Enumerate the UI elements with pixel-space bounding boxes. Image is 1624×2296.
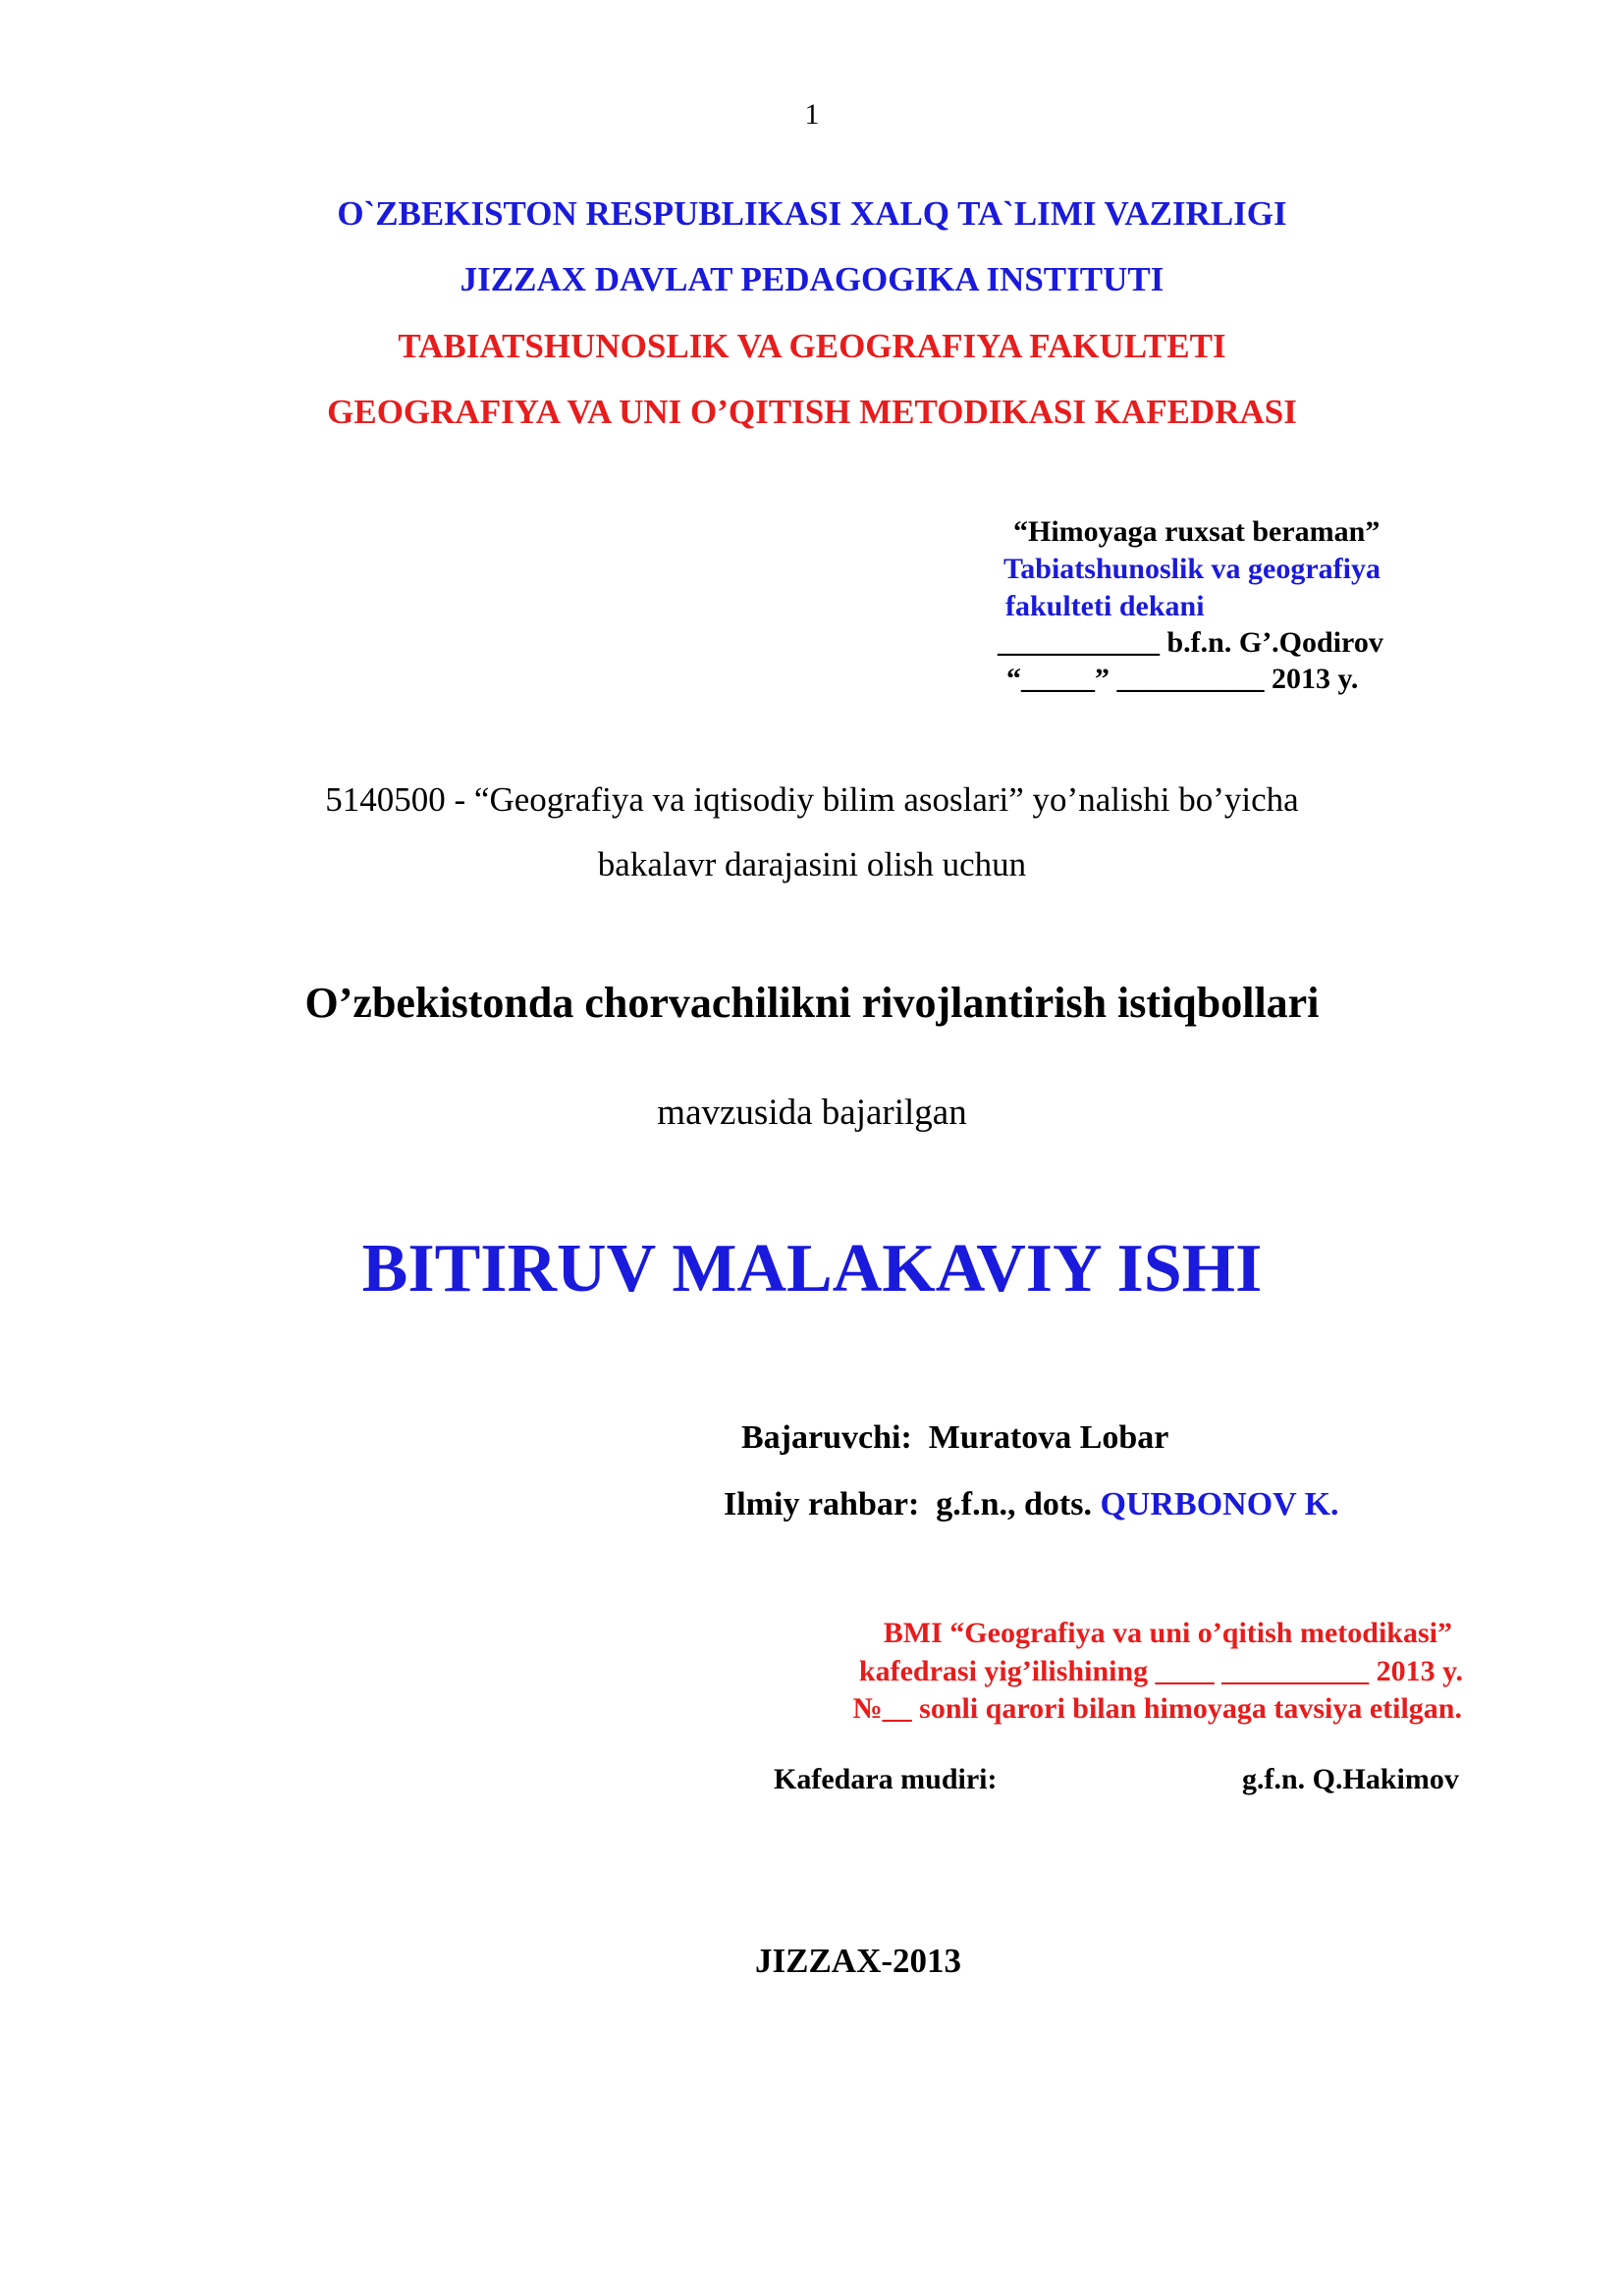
approval-signature-line: ___________ b.f.n. G’.Qodirov — [998, 626, 1383, 659]
supervisor-label: Ilmiy rahbar: — [724, 1486, 920, 1522]
supervisor-line — [724, 1486, 1339, 1523]
recommendation-line-3: №__ sonli qarori bilan himoyaga tavsiya etilgan. — [852, 1692, 1462, 1725]
faculty-heading: TABIATSHUNOSLIK VA GEOGRAFIYA FAKULTETI — [398, 327, 1226, 365]
performer-name: Muratova Lobar — [928, 1419, 1169, 1456]
topic-suffix: mavzusida bajarilgan — [657, 1093, 967, 1133]
recommendation-line-1: BMI “Geografiya va uni o’qitish metodikasi” — [883, 1617, 1452, 1649]
approval-title-line-2: fakulteti dekani — [1005, 590, 1205, 622]
degree-line: bakalavr darajasini olish uchun — [597, 845, 1027, 883]
performer-label: Bajaruvchi: — [741, 1419, 912, 1456]
recommendation-line-2: kafedrasi yig’ilishining ____ __________ 2013 y. — [858, 1655, 1463, 1687]
institute-heading: JIZZAX DAVLAT PEDAGOGIKA INSTITUTI — [460, 260, 1164, 298]
supervisor-degree: g.f.n., dots. — [936, 1486, 1092, 1522]
department-heading: GEOGRAFIYA VA UNI O’QITISH METODIKASI KAFEDRASI — [327, 393, 1297, 431]
department-head-label: Kafedara mudiri: — [774, 1763, 998, 1795]
specialty-line: 5140500 - “Geografiya va iqtisodiy bilim asoslari” yo’nalishi bo’yicha — [325, 780, 1299, 819]
approval-quote: “Himoyaga ruxsat beraman” — [1013, 515, 1380, 548]
approval-date-line: “_____” __________ 2013 y. — [1006, 663, 1359, 695]
page-number: 1 — [804, 98, 820, 131]
performer-line — [741, 1419, 1168, 1457]
ministry-heading: O`ZBEKISTON RESPUBLIKASI XALQ TA`LIMI VAZIRLIGI — [337, 194, 1287, 233]
approval-title-line-1: Tabiatshunoslik va geografiya — [1003, 553, 1380, 585]
department-head-name: g.f.n. Q.Hakimov — [1242, 1763, 1459, 1795]
supervisor-name: QURBONOV K. — [1100, 1486, 1339, 1522]
work-type-title: BITIRUV MALAKAVIY ISHI — [361, 1231, 1263, 1307]
city-year: JIZZAX-2013 — [755, 1942, 962, 1980]
thesis-topic: O’zbekistonda chorvachilikni rivojlantirish istiqbollari — [304, 979, 1320, 1027]
